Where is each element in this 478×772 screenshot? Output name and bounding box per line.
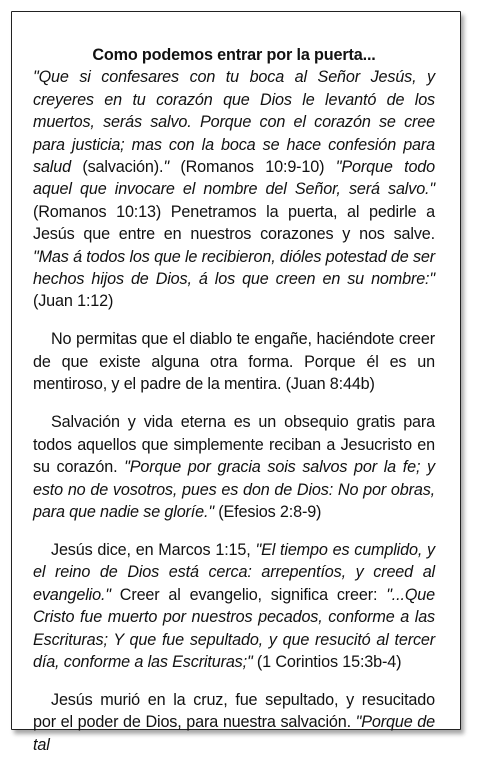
quote-romanos-10-9: "Que si confesares con tu boca al Señor Jesús, y creyeres en tu corazón que Dios le levantó de los muertos, serás salvo. Porque con el corazón se cree para justicia; mas con la boca se hace confesión para salud xyxy=(33,68,435,177)
quote-porque-de-tal: "Porque de tal xyxy=(33,713,435,754)
ref-romanos-10-9-10: (Romanos 10:9-10) xyxy=(168,158,336,177)
text-salvacion-vida: Salvación y vida eterna es un obsequio gratis para todos aquellos que simplemente reciban a Jesucristo en su corazón. xyxy=(33,413,435,477)
quote-1-corintios-15: "...Que Cristo fue muerto por nuestros pecados, conforme a las Escrituras; Y que fue sepultado, y que resucitó al tercer día, conforme a las Escrituras;" xyxy=(33,585,435,671)
quote-romanos-10-13: "Porque todo aquel que invocare el nombre del Señor, será salvo." xyxy=(33,158,436,199)
quote-marcos-1-15: "El tiempo es cumplido, y el reino de Dios está cerca: arrepentíos, y creed al evangelio." xyxy=(33,540,436,604)
quote-close: " xyxy=(163,158,169,177)
ref-juan-1-12: (Juan 1:12) xyxy=(33,292,114,311)
quote-efesios-2-8: "Porque por gracia sois salvos por la fe; y esto no de vosotros, pues es don de Dios: No por obras, para que nadie se gloríe." xyxy=(33,458,435,521)
document-title: Como podemos entrar por la puerta... xyxy=(92,46,376,64)
text-jesus-murio: Jesús murió en la cruz, fue sepultado, y resucitado por el poder de Dios, para nuestra salvación. xyxy=(33,690,435,732)
text-salvacion: (salvación). xyxy=(70,158,164,177)
text-no-permitas: No permitas que el diablo te engañe, haciéndote creer de que existe alguna otra forma. Porque él es un mentiroso, y el padre de la mentira. (Juan 8:44b) xyxy=(33,330,435,394)
paragraph-4 xyxy=(33,539,435,673)
paragraph-1 xyxy=(33,66,435,312)
text-creer-evangelio: Creer al evangelio, significa creer: xyxy=(110,585,387,604)
text-penetramos: (Romanos 10:13) Penetramos la puerta, al pedirle a Jesús que entre en nuestros corazones y nos salve. xyxy=(33,202,435,244)
ref-efesios-2-8-9: (Efesios 2:8-9) xyxy=(213,502,322,521)
document-body xyxy=(33,44,435,772)
ref-1-corintios-15-3b-4: (1 Corintios 15:3b-4) xyxy=(252,652,402,671)
paragraph-5 xyxy=(33,689,435,756)
text-jesus-dice: Jesús dice, en Marcos 1:15, xyxy=(51,540,256,559)
paragraph-2 xyxy=(33,328,435,395)
quote-juan-1-12: "Mas á todos los que le recibieron, dióles potestad de ser hechos hijos de Dios, á los que creen en su nombre:" xyxy=(33,247,435,289)
paragraph-3 xyxy=(33,411,435,523)
